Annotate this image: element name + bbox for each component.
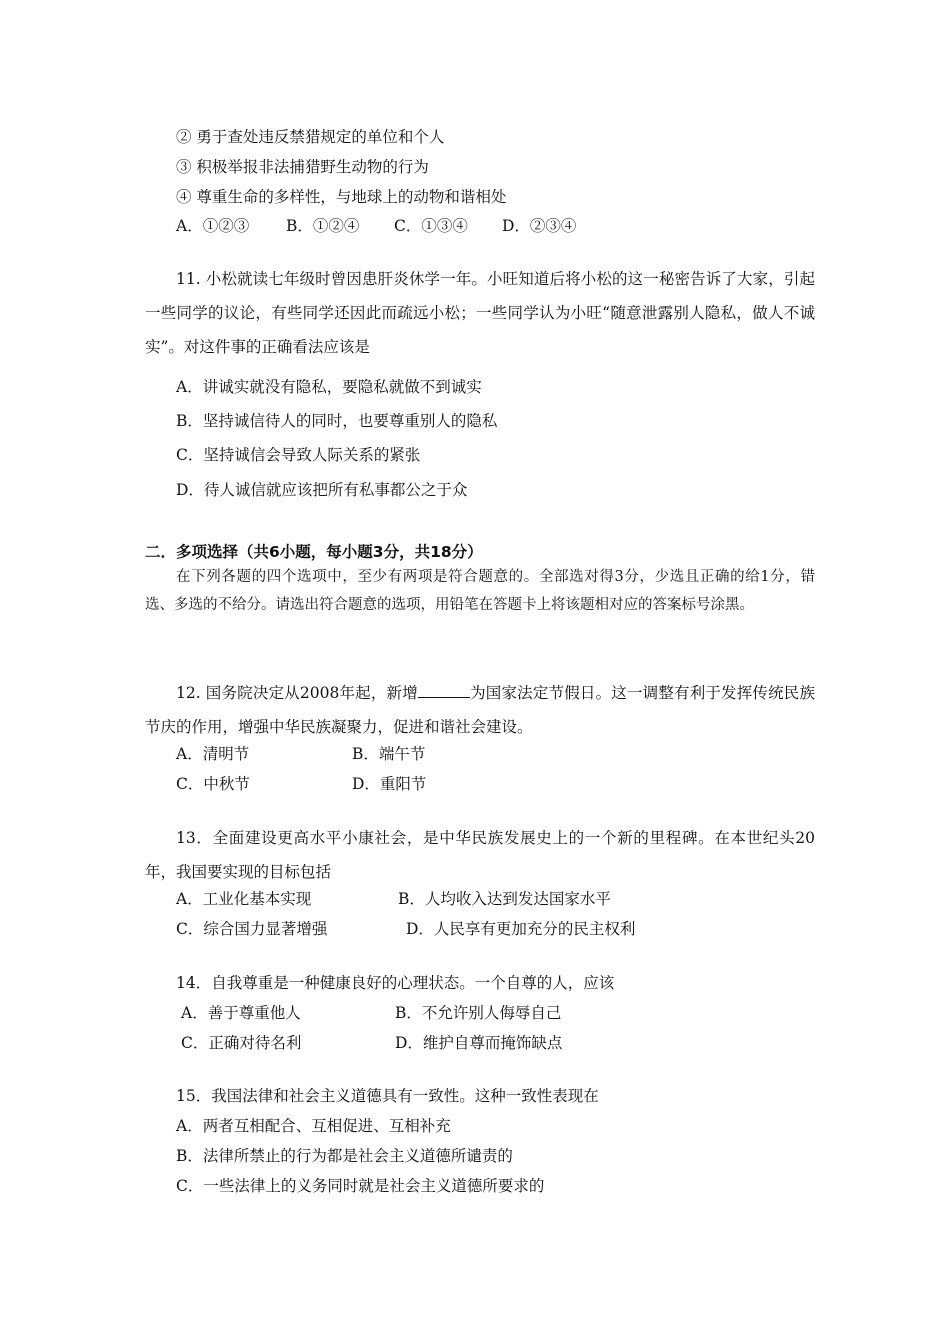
q13-options-row2 — [176, 919, 635, 939]
q10-option-d: D．②③④ — [502, 217, 577, 235]
q14-options-row1 — [181, 1003, 561, 1023]
q12-options-row1 — [176, 744, 425, 764]
q15-option-c: C．一些法律上的义务同时就是社会主义道德所要求的 — [176, 1177, 545, 1195]
q15-stem: 15．我国法律和社会主义道德具有一致性。这种一致性表现在 — [176, 1087, 599, 1105]
q13-option-c: C．综合国力显著增强 — [176, 920, 328, 938]
q10-item-2: ② 勇于查处违反禁猎规定的单位和个人 — [176, 128, 445, 146]
q13-option-a: A．工业化基本实现 — [176, 890, 312, 908]
section2-heading: 二．多项选择（共6小题，每小题3分，共18分） — [145, 543, 483, 561]
q14-options-row2 — [181, 1033, 562, 1053]
section2-instruction: 在下列各题的四个选项中，至少有两项是符合题意的。全部选对得3分，少选且正确的给1分，错选、多选的不给分。请选出符合题意的选项，用铅笔在答题卡上将该题相对应的答案标号涂黑。 — [145, 569, 815, 613]
q10-item-4: ④ 尊重生命的多样性，与地球上的动物和谐相处 — [176, 188, 507, 206]
q13-option-d: D．人民享有更加充分的民主权利 — [406, 920, 636, 938]
q14-option-c: C．正确对待名利 — [181, 1034, 302, 1052]
q10-option-a: A．①②③ — [176, 217, 250, 235]
q11-option-b: B．坚持诚信待人的同时，也要尊重别人的隐私 — [176, 412, 498, 430]
q11-stem: 11. 小松就读七年级时曾因患肝炎休学一年。小旺知道后将小松的这一秘密告诉了大家，引起一些同学的议论，有些同学还因此而疏远小松；一些同学认为小旺“随意泄露别人隐私，做人不诚实”。对这件事的正确看法应该是 — [145, 270, 815, 356]
q12-options-row2 — [176, 774, 426, 794]
q12-stem-after: 为国家法定节假日。这一调整有利于发挥传统民族节庆的作用，增强中华民族凝聚力，促进和谐社会建设。 — [145, 684, 815, 736]
q11-option-d: D．待人诚信就应该把所有私事都公之于众 — [176, 481, 468, 499]
q14-option-a: A．善于尊重他人 — [181, 1004, 301, 1022]
q13-options-row1 — [176, 889, 611, 909]
q15-option-a: A．两者互相配合、互相促进、互相补充 — [176, 1117, 451, 1135]
q12-blank — [418, 683, 470, 698]
q12-stem-before: 12. 国务院决定从2008年起，新增 — [176, 684, 418, 702]
q12-option-c: C．中秋节 — [176, 775, 250, 793]
q12-option-b: B．端午节 — [352, 745, 426, 763]
q13-option-b: B．人均收入达到发达国家水平 — [398, 890, 611, 908]
q10-option-c: C．①③④ — [394, 217, 468, 235]
q12-option-a: A．清明节 — [176, 745, 250, 763]
q12-stem — [145, 676, 815, 744]
q12-option-d: D．重阳节 — [352, 775, 427, 793]
q13-stem: 13．全面建设更高水平小康社会，是中华民族发展史上的一个新的里程碑。在本世纪头20年，我国要实现的目标包括 — [145, 829, 815, 881]
q10-item-3: ③ 积极举报非法捕猎野生动物的行为 — [176, 158, 429, 176]
q11-option-c: C．坚持诚信会导致人际关系的紧张 — [176, 446, 421, 464]
q11-option-a: A．讲诚实就没有隐私，要隐私就做不到诚实 — [176, 378, 482, 396]
q14-stem: 14．自我尊重是一种健康良好的心理状态。一个自尊的人，应该 — [176, 974, 615, 992]
q14-option-b: B．不允许别人侮辱自己 — [395, 1004, 562, 1022]
q15-option-b: B．法律所禁止的行为都是社会主义道德所谴责的 — [176, 1147, 513, 1165]
q10-option-b: B．①②④ — [286, 217, 360, 235]
q10-options — [176, 216, 576, 236]
q14-option-d: D．维护自尊而掩饰缺点 — [395, 1034, 563, 1052]
